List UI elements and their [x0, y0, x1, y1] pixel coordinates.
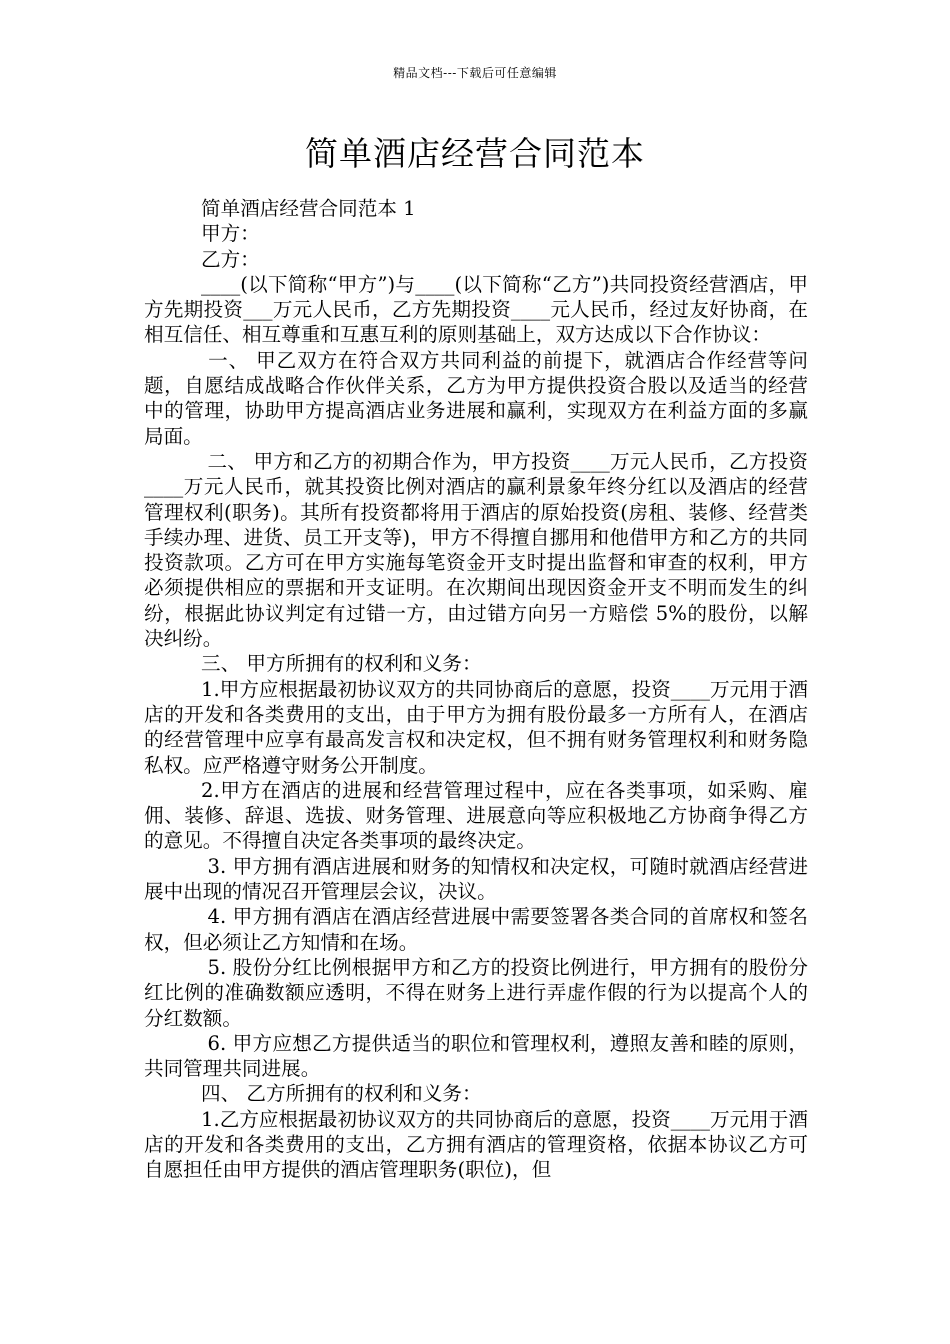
section-3-item-2: 2.甲方在酒店的进展和经营管理过程中，应在各类事项，如采购、雇佣、装修、辞退、选拔、财务管理、进展意向等应积极地乙方协商争得乙方的意见。不得擅自决定各类事项的最终决定。	[144, 778, 808, 853]
section-3-item-6: 6. 甲方应想乙方提供适当的职位和管理权利，遵照友善和睦的原则，共同管理共同进展。	[144, 1031, 808, 1081]
document-title: 简单酒店经营合同范本	[305, 134, 645, 173]
section-4-heading: 四、 乙方所拥有的权利和义务：	[201, 1082, 482, 1106]
party-b-line: 乙方：	[201, 247, 260, 271]
clause-2-paragraph: 二、 甲方和乙方的初期合作为，甲方投资____万元人民币，乙方投资____万元人民币，就其投资比例对酒店的赢利景象年终分红以及酒店的经营管理权利(职务)。其所有投资都将用于酒店的原始投资(房租、装修、经营类手续办理、进货、员工开支等)，甲方不得擅自挪用和他借甲方和乙方的共同投资款项。乙方可在甲方实施每笔资金开支时提出监督和审查的权利，甲方必须提供相应的票据和开支证明。在次期间出现因资金开支不明而发生的纠纷，根据此协议判定有过错一方，由过错方向另一方赔偿 5%的股份，以解决纠纷。	[144, 449, 808, 651]
clause-1-paragraph: 一、 甲乙双方在符合双方共同利益的前提下，就酒店合作经营等问题，自愿结成战略合作伙伴关系，乙方为甲方提供投资合股以及适当的经营中的管理，协助甲方提高酒店业务进展和赢利，实现双方在利益方面的多赢局面。	[144, 348, 808, 448]
section-3-item-5: 5. 股份分红比例根据甲方和乙方的投资比例进行，甲方拥有的股份分红比例的准确数额应透明，不得在财务上进行弄虚作假的行为以提高个人的分红数额。	[144, 955, 808, 1030]
document-body	[144, 196, 808, 1183]
section-3-item-4: 4. 甲方拥有酒店在酒店经营进展中需要签署各类合同的首席权和签名权，但必须让乙方知情和在场。	[144, 905, 808, 954]
party-a-line: 甲方：	[201, 222, 260, 246]
section-4-item-1: 1.乙方应根据最初协议双方的共同协商后的意愿，投资____万元用于酒店的开发和各类费用的支出，乙方拥有酒店的管理资格，依据本协议乙方可自愿担任由甲方提供的酒店管理职务(职位)，但	[144, 1107, 808, 1182]
section-3-item-1: 1.甲方应根据最初协议双方的共同协商后的意愿，投资____万元用于酒店的开发和各类费用的支出，由于甲方为拥有股份最多一方所有人，在酒店的经营管理中应享有最高发言权和决定权，但不拥有财务管理权利和财务隐私权。应严格遵守财务公开制度。	[144, 677, 808, 777]
header-note: 精品文档---下载后可任意编辑	[393, 66, 557, 80]
section-3-heading: 三、 甲方所拥有的权利和义务：	[201, 652, 482, 676]
section-3-item-3: 3. 甲方拥有酒店进展和财务的知情权和决定权，可随时就酒店经营进展中出现的情况召开管理层会议，决议。	[144, 854, 808, 904]
intro-paragraph: ____(以下简称“甲方”)与____(以下简称“乙方”)共同投资经营酒店，甲方先期投资___万元人民币，乙方先期投资____元人民币，经过友好协商，在相互信任、相互尊重和互惠互利的原则基础上，双方达成以下合作协议：	[144, 272, 808, 347]
subtitle-line: 简单酒店经营合同范本 1	[201, 197, 416, 220]
